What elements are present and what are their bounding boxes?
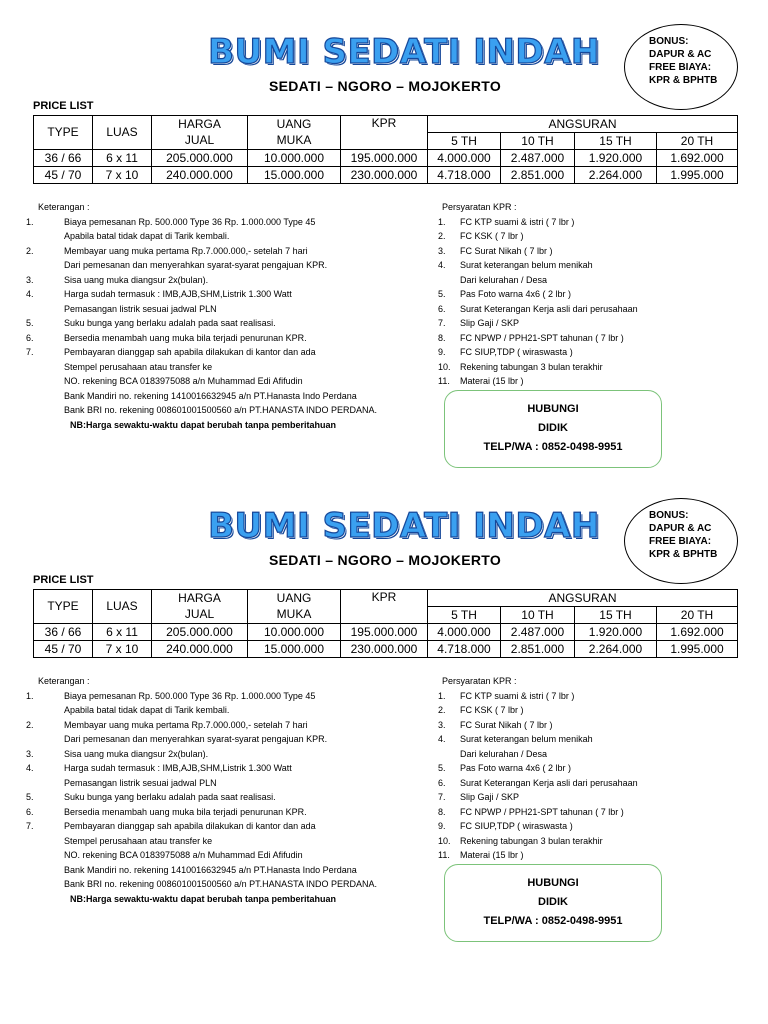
header-harga: HARGA: [152, 590, 248, 607]
cell-harga: 240.000.000: [152, 641, 248, 658]
list-item: 3. FC Surat Nikah ( 7 lbr ): [438, 245, 553, 256]
table-row: [34, 641, 738, 658]
price-list-label: PRICE LIST: [33, 100, 94, 112]
cell-type: 45 / 70: [34, 641, 93, 658]
contact-phone: TELP/WA : 0852-0498-9951: [483, 915, 623, 927]
title: BUMI SEDATI INDAH: [208, 506, 600, 546]
header-uang-sub: MUKA: [248, 133, 341, 150]
list-item: 8. FC NPWP / PPH21-SPT tahunan ( 7 lbr ): [438, 806, 624, 817]
header-angsuran: ANGSURAN: [428, 590, 738, 607]
cell-type: 36 / 66: [34, 150, 93, 167]
keterangan-list: [26, 674, 446, 906]
header-year: 20 TH: [657, 133, 738, 150]
cell-20th: 1.692.000: [657, 624, 738, 641]
list-item: 2. FC KSK ( 7 lbr ): [438, 705, 524, 715]
list-item: Bank BRI no. rekening 008601001500560 a/n PT.HANASTA INDO PERDANA.: [64, 879, 378, 889]
list-item: 2. Membayar uang muka pertama Rp.7.000.000,- setelah 7 hari: [26, 719, 308, 730]
cell-20th: 1.995.000: [657, 641, 738, 658]
list-item: 7. Pembayaran dianggap sah apabila dilakukan di kantor dan ada: [26, 347, 316, 357]
persyaratan-header: Persyaratan KPR :: [442, 202, 517, 212]
list-item: 10. Rekening tabungan 3 bulan terakhir: [438, 361, 603, 372]
list-item: Pemasangan listrik sesuai jadwal PLN: [64, 777, 217, 788]
bonus-line: FREE BIAYA:: [649, 536, 712, 547]
list-item: 7. Pembayaran dianggap sah apabila dilakukan di kantor dan ada: [26, 821, 316, 831]
contact-name: DIDIK: [538, 896, 568, 908]
list-item: Dari pemesanan dan menyerahkan syarat-syarat pengajuan KPR.: [64, 260, 328, 270]
list-item: Apabila batal tidak dapat di Tarik kembali.: [64, 705, 230, 715]
header-type: TYPE: [34, 116, 93, 150]
cell-5th: 4.718.000: [428, 167, 501, 184]
list-item: 6. Surat Keterangan Kerja asli dari perusahaan: [438, 777, 638, 788]
bonus-line: KPR & BPHTB: [649, 75, 718, 86]
header-kpr: KPR: [341, 116, 428, 150]
header-harga-sub: JUAL: [152, 133, 248, 150]
header-uang: UANG: [248, 116, 341, 133]
header-luas: LUAS: [93, 116, 152, 150]
list-item: 5. Suku bunga yang berlaku adalah pada saat realisasi.: [26, 792, 276, 802]
list-item: 6. Bersedia menambah uang muka bila terjadi penurunan KPR.: [26, 332, 307, 343]
header-luas: LUAS: [93, 590, 152, 624]
list-item: NO. rekening BCA 0183975088 a/n Muhammad Edi Afifudin: [64, 850, 303, 860]
cell-luas: 7 x 10: [93, 641, 152, 658]
header-kpr: KPR: [341, 590, 428, 624]
list-item: 11. Materai (15 lbr ): [438, 850, 524, 860]
cell-uang-muka: 15.000.000: [248, 641, 341, 658]
list-item: 4. Surat keterangan belum menikah: [438, 260, 593, 270]
list-item: 1. FC KTP suami & istri ( 7 lbr ): [438, 216, 575, 227]
cell-5th: 4.718.000: [428, 641, 501, 658]
header-year: 10 TH: [501, 607, 575, 624]
cell-harga: 240.000.000: [152, 167, 248, 184]
list-item: 9. FC SIUP,TDP ( wiraswasta ): [438, 821, 573, 831]
keterangan-header: Keterangan :: [38, 676, 90, 686]
cell-10th: 2.851.000: [501, 167, 575, 184]
cell-5th: 4.000.000: [428, 624, 501, 641]
list-item: 7. Slip Gaji / SKP: [438, 318, 520, 328]
header-year: 20 TH: [657, 607, 738, 624]
price-table: [33, 115, 738, 184]
table-row: [34, 150, 738, 167]
header-harga: HARGA: [152, 116, 248, 133]
contact-phone: TELP/WA : 0852-0498-9951: [483, 441, 623, 453]
contact-label: HUBUNGI: [527, 877, 579, 889]
header-year: 15 TH: [575, 607, 657, 624]
subtitle: SEDATI – NGORO – MOJOKERTO: [268, 78, 502, 94]
persyaratan-list: [438, 674, 748, 863]
list-item: 4. Surat keterangan belum menikah: [438, 734, 593, 744]
cell-kpr: 195.000.000: [341, 150, 428, 167]
list-item: Bank BRI no. rekening 008601001500560 a/n PT.HANASTA INDO PERDANA.: [64, 405, 378, 415]
header-uang: UANG: [248, 590, 341, 607]
list-item: 2. Membayar uang muka pertama Rp.7.000.000,- setelah 7 hari: [26, 245, 308, 256]
list-item: 4. Harga sudah termasuk : IMB,AJB,SHM,Listrik 1.300 Watt: [26, 763, 292, 773]
header-angsuran: ANGSURAN: [428, 116, 738, 133]
cell-15th: 1.920.000: [575, 150, 657, 167]
cell-type: 45 / 70: [34, 167, 93, 184]
cell-harga: 205.000.000: [152, 150, 248, 167]
list-item: Stempel perusahaan atau transfer ke: [64, 361, 213, 372]
cell-uang-muka: 15.000.000: [248, 167, 341, 184]
list-item: NO. rekening BCA 0183975088 a/n Muhammad Edi Afifudin: [64, 376, 303, 386]
list-item: 10. Rekening tabungan 3 bulan terakhir: [438, 835, 603, 846]
keterangan-header: Keterangan :: [38, 202, 90, 212]
subtitle: SEDATI – NGORO – MOJOKERTO: [268, 552, 502, 568]
bonus-line: KPR & BPHTB: [649, 549, 718, 560]
price-table: [33, 589, 738, 658]
list-item: 1. Biaya pemesanan Rp. 500.000 Type 36 Rp. 1.000.000 Type 45: [26, 690, 316, 701]
list-item: Bank Mandiri no. rekening 1410016632945 a/n PT.Hanasta Indo Perdana: [64, 390, 357, 401]
list-item: Apabila batal tidak dapat di Tarik kembali.: [64, 231, 230, 241]
header-type: TYPE: [34, 590, 93, 624]
cell-15th: 2.264.000: [575, 641, 657, 658]
cell-10th: 2.487.000: [501, 624, 575, 641]
cell-20th: 1.692.000: [657, 150, 738, 167]
list-item: Bank Mandiri no. rekening 1410016632945 a/n PT.Hanasta Indo Perdana: [64, 864, 357, 875]
cell-15th: 1.920.000: [575, 624, 657, 641]
list-item: 5. Pas Foto warna 4x6 ( 2 lbr ): [438, 763, 572, 773]
flyer-top: [0, 28, 768, 498]
header-year: 5 TH: [428, 607, 501, 624]
nb-note: NB:Harga sewaktu-waktu dapat berubah tanpa pemberitahuan: [70, 893, 337, 904]
list-item: 7. Slip Gaji / SKP: [438, 792, 520, 802]
list-item: 1. FC KTP suami & istri ( 7 lbr ): [438, 690, 575, 701]
bonus-circle: [624, 498, 738, 584]
header-uang-sub: MUKA: [248, 607, 341, 624]
list-item: 11. Materai (15 lbr ): [438, 376, 524, 386]
list-item: 3. FC Surat Nikah ( 7 lbr ): [438, 719, 553, 730]
list-item: Stempel perusahaan atau transfer ke: [64, 835, 213, 846]
list-item: 4. Harga sudah termasuk : IMB,AJB,SHM,Listrik 1.300 Watt: [26, 289, 292, 299]
contact-box: [444, 390, 662, 468]
list-item: 5. Pas Foto warna 4x6 ( 2 lbr ): [438, 289, 572, 299]
cell-10th: 2.487.000: [501, 150, 575, 167]
cell-5th: 4.000.000: [428, 150, 501, 167]
keterangan-list: [26, 200, 446, 432]
contact-name: DIDIK: [538, 422, 568, 434]
persyaratan-header: Persyaratan KPR :: [442, 676, 517, 686]
cell-10th: 2.851.000: [501, 641, 575, 658]
bonus-line: DAPUR & AC: [649, 523, 712, 534]
header-year: 5 TH: [428, 133, 501, 150]
nb-note: NB:Harga sewaktu-waktu dapat berubah tanpa pemberitahuan: [70, 419, 337, 430]
list-item: 5. Suku bunga yang berlaku adalah pada saat realisasi.: [26, 318, 276, 328]
list-item: 3. Sisa uang muka diangsur 2x(bulan).: [26, 748, 209, 759]
list-item: Dari kelurahan / Desa: [460, 748, 548, 759]
persyaratan-list: [438, 200, 748, 389]
header-harga-sub: JUAL: [152, 607, 248, 624]
table-row: [34, 624, 738, 641]
cell-uang-muka: 10.000.000: [248, 624, 341, 641]
list-item: 6. Bersedia menambah uang muka bila terjadi penurunan KPR.: [26, 806, 307, 817]
table-row: [34, 167, 738, 184]
cell-luas: 6 x 11: [93, 624, 152, 641]
bonus-line: BONUS:: [649, 510, 689, 521]
bonus-line: BONUS:: [649, 36, 689, 47]
cell-luas: 6 x 11: [93, 150, 152, 167]
bonus-circle: [624, 24, 738, 110]
cell-20th: 1.995.000: [657, 167, 738, 184]
cell-kpr: 195.000.000: [341, 624, 428, 641]
price-list-label: PRICE LIST: [33, 574, 94, 586]
title: BUMI SEDATI INDAH: [208, 32, 600, 72]
list-item: 3. Sisa uang muka diangsur 2x(bulan).: [26, 274, 209, 285]
header-year: 15 TH: [575, 133, 657, 150]
contact-box: [444, 864, 662, 942]
bonus-line: FREE BIAYA:: [649, 62, 712, 73]
cell-kpr: 230.000.000: [341, 167, 428, 184]
list-item: Dari pemesanan dan menyerahkan syarat-syarat pengajuan KPR.: [64, 734, 328, 744]
cell-kpr: 230.000.000: [341, 641, 428, 658]
cell-harga: 205.000.000: [152, 624, 248, 641]
flyer-bottom: [0, 502, 768, 972]
list-item: 6. Surat Keterangan Kerja asli dari perusahaan: [438, 303, 638, 314]
header-year: 10 TH: [501, 133, 575, 150]
list-item: 2. FC KSK ( 7 lbr ): [438, 231, 524, 241]
list-item: Pemasangan listrik sesuai jadwal PLN: [64, 303, 217, 314]
list-item: 1. Biaya pemesanan Rp. 500.000 Type 36 Rp. 1.000.000 Type 45: [26, 216, 316, 227]
contact-label: HUBUNGI: [527, 403, 579, 415]
cell-uang-muka: 10.000.000: [248, 150, 341, 167]
list-item: Dari kelurahan / Desa: [460, 274, 548, 285]
cell-type: 36 / 66: [34, 624, 93, 641]
cell-15th: 2.264.000: [575, 167, 657, 184]
list-item: 8. FC NPWP / PPH21-SPT tahunan ( 7 lbr ): [438, 332, 624, 343]
bonus-line: DAPUR & AC: [649, 49, 712, 60]
cell-luas: 7 x 10: [93, 167, 152, 184]
list-item: 9. FC SIUP,TDP ( wiraswasta ): [438, 347, 573, 357]
